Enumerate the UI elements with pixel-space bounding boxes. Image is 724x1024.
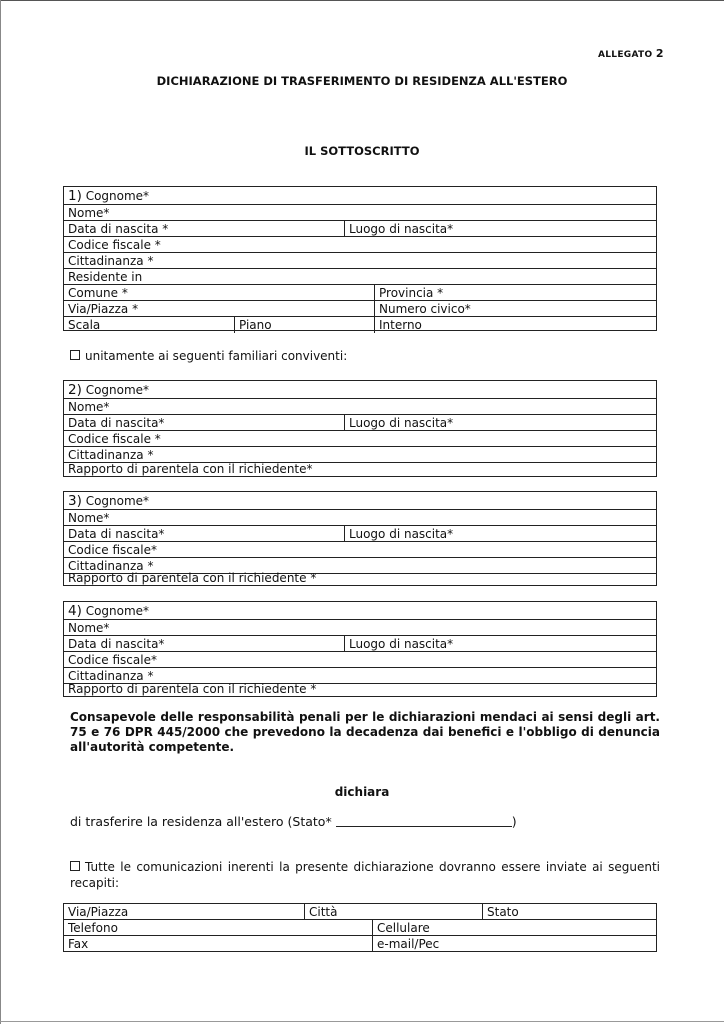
person-number: 4)	[68, 603, 82, 619]
person-number: 3)	[68, 493, 82, 509]
contact-via-label: Via/Piazza	[68, 905, 129, 919]
cognome-label: Cognome*	[85, 604, 150, 618]
cognome-label: Cognome*	[85, 383, 150, 397]
interno-label: Interno	[374, 317, 422, 333]
cittadinanza-label: Cittadinanza *	[68, 559, 154, 573]
scala-label: Scala	[68, 318, 101, 332]
document-subtitle: IL SOTTOSCRITTO	[304, 144, 420, 158]
row-data-nascita	[64, 221, 656, 237]
cittadinanza-label: Cittadinanza *	[68, 669, 154, 683]
rapporto-label: Rapporto di parentela con il richiedente*	[68, 462, 313, 476]
provincia-label: Provincia *	[374, 285, 443, 301]
row-via	[64, 301, 656, 317]
nome-label: Nome*	[68, 511, 110, 525]
contacts-table	[63, 903, 657, 952]
contact-email-label: e-mail/Pec	[372, 936, 439, 952]
trasferire-suffix: )	[511, 814, 517, 829]
data-nascita-label: Data di nascita *	[68, 222, 169, 236]
row-residente	[64, 269, 656, 285]
rapporto-label: Rapporto di parentela con il richiedente *	[68, 682, 317, 696]
data-nascita-label: Data di nascita*	[68, 416, 165, 430]
trasferire-line	[70, 814, 517, 829]
allegato-label	[598, 47, 664, 60]
cognome-label: Cognome*	[85, 494, 150, 508]
residente-label: Residente in	[68, 270, 143, 284]
comunicazioni-text: Tutte le comunicazioni inerenti la presente dichiarazione dovranno essere inviate ai seguenti recapiti:	[70, 860, 660, 890]
allegato-number: 2	[655, 47, 664, 60]
contact-telefono-label: Telefono	[68, 921, 118, 935]
luogo-nascita-label: Luogo di nascita*	[344, 221, 453, 237]
dichiara-label: dichiara	[334, 785, 390, 799]
contact-cellulare-label: Cellulare	[372, 920, 430, 936]
familiari-checkbox[interactable]	[70, 350, 80, 360]
contact-citta-label: Città	[304, 904, 337, 920]
data-nascita-label: Data di nascita*	[68, 637, 165, 651]
codice-fiscale-label: Codice fiscale*	[68, 543, 157, 557]
contact-fax-label: Fax	[68, 937, 89, 951]
via-label: Via/Piazza *	[68, 302, 139, 316]
luogo-nascita-label: Luogo di nascita*	[344, 636, 453, 652]
trasferire-prefix: di trasferire la residenza all'estero (Stato*	[70, 814, 332, 829]
codice-fiscale-label: Codice fiscale*	[68, 653, 157, 667]
piano-label: Piano	[234, 317, 272, 333]
dichiara-heading	[0, 785, 724, 799]
main-person-table	[63, 186, 657, 331]
comunicazioni-paragraph	[70, 859, 660, 891]
allegato-text: ALLEGATO	[598, 50, 653, 60]
page-top-border	[0, 0, 724, 1]
stato-blank-field[interactable]	[336, 814, 512, 827]
person-number: 2)	[68, 382, 82, 398]
row-cognome	[64, 187, 656, 205]
page-bottom-border	[0, 1021, 724, 1022]
luogo-nascita-label: Luogo di nascita*	[344, 415, 453, 431]
luogo-nascita-label: Luogo di nascita*	[344, 526, 453, 542]
person-number: 1)	[68, 188, 82, 204]
contact-stato-label: Stato	[482, 904, 519, 920]
cittadinanza-label: Cittadinanza *	[68, 254, 154, 268]
nome-label: Nome*	[68, 400, 110, 414]
row-nome	[64, 205, 656, 221]
row-cittadinanza	[64, 253, 656, 269]
comune-label: Comune *	[68, 286, 128, 300]
cittadinanza-label: Cittadinanza *	[68, 448, 154, 462]
cognome-label: Cognome*	[85, 189, 150, 203]
familiari-checkbox-line	[70, 349, 347, 363]
row-codice-fiscale	[64, 237, 656, 253]
nome-label: Nome*	[68, 206, 110, 220]
family-member-table	[63, 601, 657, 697]
codice-fiscale-label: Codice fiscale *	[68, 238, 161, 252]
row-comune	[64, 285, 656, 301]
data-nascita-label: Data di nascita*	[68, 527, 165, 541]
row-scala	[64, 317, 656, 333]
rapporto-label: Rapporto di parentela con il richiedente *	[68, 571, 317, 585]
document-title: DICHIARAZIONE DI TRASFERIMENTO DI RESIDENZA ALL'ESTERO	[156, 74, 568, 88]
comunicazioni-checkbox[interactable]	[70, 861, 80, 871]
consapevole-paragraph: Consapevole delle responsabilità penali per le dichiarazioni mendaci ai sensi degli art. 75 e 76 DPR 445/2000 che prevedono la decadenza dai benefici e l'obbligo di denuncia all'autorità competente.	[70, 710, 660, 754]
codice-fiscale-label: Codice fiscale *	[68, 432, 161, 446]
nome-label: Nome*	[68, 621, 110, 635]
familiari-intro: unitamente ai seguenti familiari conviventi:	[85, 349, 348, 363]
family-member-table	[63, 491, 657, 586]
family-member-table	[63, 380, 657, 477]
numero-civico-label: Numero civico*	[374, 301, 471, 317]
